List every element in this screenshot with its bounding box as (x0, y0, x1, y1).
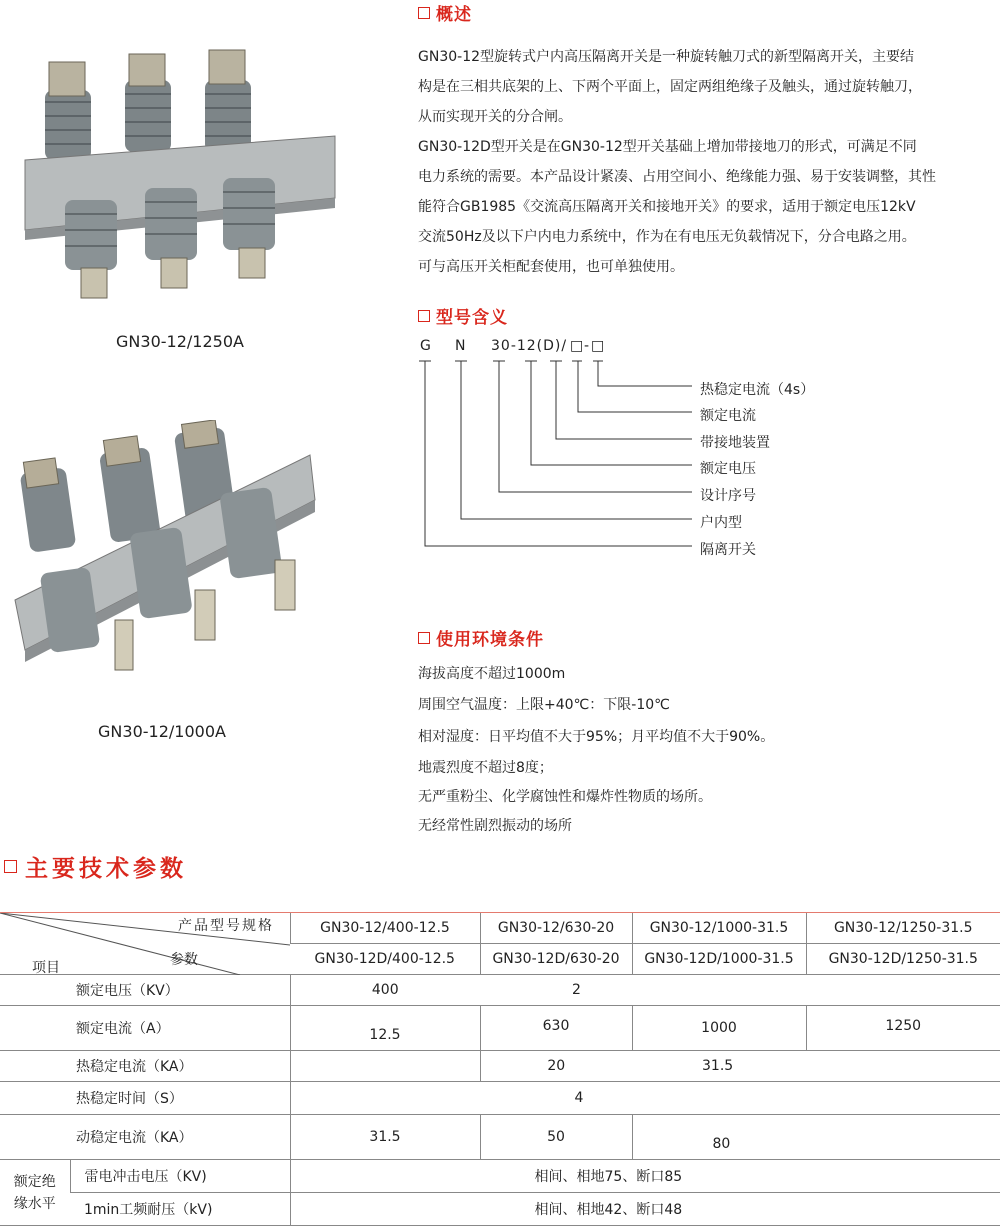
spec-row-thermal-current (0, 1051, 1000, 1082)
value-cell: 4 (290, 1082, 1000, 1115)
model-cell: GN30-12D/1250-31.5 (806, 944, 1000, 975)
model-code-series: 30-12(D)/ (491, 338, 568, 354)
overview-line: 从而实现开关的分合闸。 (418, 109, 572, 125)
spec-row-dynamic-current (0, 1115, 1000, 1160)
spec-header-row (0, 913, 1000, 944)
value-cell (806, 1115, 1000, 1160)
model-cell: GN30-12/1250-31.5 (806, 913, 1000, 944)
environment-item: 无严重粉尘、化学腐蚀性和爆炸性物质的场所。 (418, 789, 712, 805)
spec-row-rated-voltage (0, 975, 1000, 1006)
model-label-rated-voltage: 额定电压 (700, 461, 756, 477)
insulation-group-label-line: 额定绝 (13, 1173, 56, 1190)
model-code-dash: - (584, 338, 591, 354)
overview-line: 电力系统的需要。本产品设计紧凑、占用空间小、绝缘能力强、易于安装调整，其性 (418, 169, 936, 185)
value-cell (632, 975, 806, 1006)
model-cell: GN30-12D/1000-31.5 (632, 944, 806, 975)
overview-line: 构是在三相共底架的上、下两个平面上，固定两组绝缘子及触头，通过旋转触刀， (418, 79, 922, 95)
overview-line: 能符合GB1985《交流高压隔离开关和接地开关》的要求，适用于额定电压12kV (418, 199, 916, 215)
model-code-letter-n: N (455, 338, 467, 354)
overview-heading-text: 概述 (436, 5, 472, 25)
spec-row-lightning-impulse (0, 1160, 1000, 1193)
model-cell: GN30-12/400-12.5 (290, 913, 480, 944)
model-label-indoor-type: 户内型 (700, 515, 742, 531)
model-code-box-2: □ (591, 338, 606, 354)
row-label: 热稳定电流（KA） (0, 1051, 290, 1082)
environment-item: 相对湿度：日平均值不大于95%；月平均值不大于90%。 (418, 729, 775, 745)
spec-row-rated-current (0, 1006, 1000, 1051)
environment-item: 周围空气温度：上限+40℃：下限-10℃ (418, 697, 670, 713)
model-label-design-serial: 设计序号 (700, 488, 756, 504)
model-cell: GN30-12D/400-12.5 (290, 944, 480, 975)
spec-row-thermal-time (0, 1082, 1000, 1115)
model-meaning-leader-lines (0, 0, 1000, 570)
value-cell: 31.5 (290, 1115, 480, 1160)
row-label: 1min工频耐压（kV) (70, 1193, 290, 1226)
value-cell: 400 (290, 975, 480, 1006)
value-cell (806, 975, 1000, 1006)
model-label-earthing-device: 带接地装置 (700, 435, 770, 451)
overview-line: 可与高压开关柜配套使用，也可单独使用。 (418, 259, 684, 275)
value-cell: 50 (480, 1115, 632, 1160)
photo-caption-1000a: GN30-12/1000A (98, 722, 226, 741)
spec-row-power-frequency (0, 1193, 1000, 1226)
value-cell: 20 (480, 1051, 632, 1082)
environment-heading (418, 625, 544, 650)
heading-square-icon (4, 860, 17, 873)
spec-table (0, 912, 1000, 1226)
environment-item: 海拔高度不超过1000m (418, 666, 566, 682)
specs-heading-text: 主要技术参数 (25, 856, 187, 882)
value-cell: 12.5 (290, 1006, 480, 1051)
model-cell: GN30-12D/630-20 (480, 944, 632, 975)
header-parameter-label: 参数 (170, 952, 198, 968)
row-label: 额定电压（KV） (0, 975, 290, 1006)
model-cell: GN30-12/1000-31.5 (632, 913, 806, 944)
header-product-spec-label: 产品型号规格 (178, 918, 274, 934)
row-label: 雷电冲击电压（KV) (70, 1160, 290, 1193)
overview-line: GN30-12型旋转式户内高压隔离开关是一种旋转触刀式的新型隔离开关，主要结 (418, 49, 915, 65)
environment-item: 无经常性剧烈振动的场所 (418, 818, 572, 834)
row-label: 热稳定时间（S） (0, 1082, 290, 1115)
specs-heading (4, 850, 187, 883)
model-code-box-1: □ (570, 338, 585, 354)
value-cell (806, 1051, 1000, 1082)
insulation-group-label-line: 缘水平 (13, 1195, 56, 1212)
value-cell: 31.5 (632, 1051, 806, 1082)
model-label-disconnector: 隔离开关 (700, 542, 756, 558)
model-label-rated-current: 额定电流 (700, 408, 756, 424)
value-cell: 630 (480, 1006, 632, 1051)
environment-item: 地震烈度不超过8度； (418, 760, 553, 776)
insulation-group-label (0, 1160, 70, 1226)
model-label-thermal-current: 热稳定电流（4s） (700, 382, 815, 398)
photo-caption-1250a: GN30-12/1250A (116, 332, 244, 351)
spec-header-diagonal-cell (0, 913, 290, 975)
header-item-label: 项目 (32, 960, 60, 976)
value-cell: 相间、相地75、断口85 (290, 1160, 1000, 1193)
value-cell: 1250 (806, 1006, 1000, 1051)
model-cell: GN30-12/630-20 (480, 913, 632, 944)
value-cell: 相间、相地42、断口48 (290, 1193, 1000, 1226)
value-cell: 80 (632, 1115, 806, 1160)
overview-line: GN30-12D型开关是在GN30-12型开关基础上增加带接地刀的形式，可满足不同 (418, 139, 917, 155)
heading-square-icon (418, 632, 430, 644)
row-label: 动稳定电流（KA） (0, 1115, 290, 1160)
value-cell: 2 (480, 975, 632, 1006)
value-cell (290, 1051, 480, 1082)
value-cell: 1000 (632, 1006, 806, 1051)
model-meaning-heading-text: 型号含义 (436, 308, 508, 328)
overview-line: 交流50Hz及以下户内电力系统中，作为在有电压无负载情况下，分合电路之用。 (418, 229, 916, 245)
row-label: 额定电流（A） (0, 1006, 290, 1051)
model-code-letter-g: G (420, 338, 432, 354)
environment-heading-text: 使用环境条件 (436, 630, 544, 650)
